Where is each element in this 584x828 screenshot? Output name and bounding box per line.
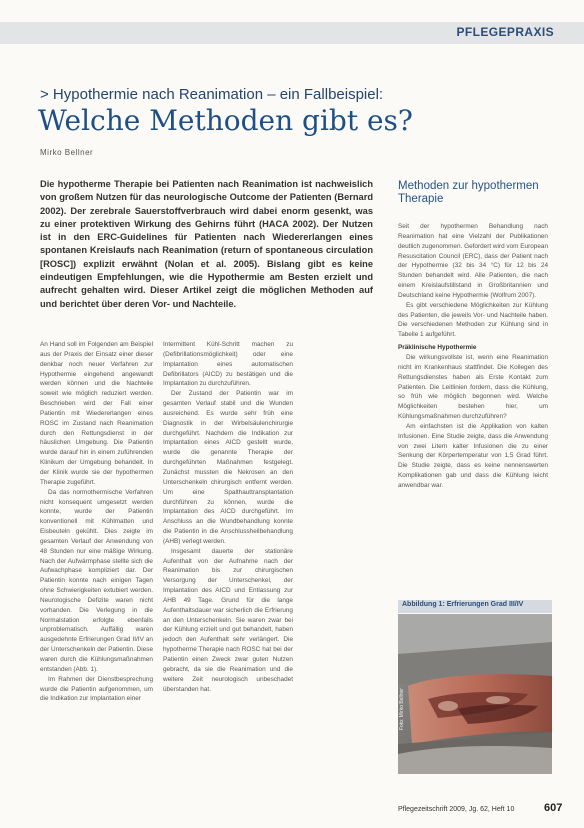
paragraph: Es gibt verschiedene Möglichkeiten zur Kühlung des Patienten, die jeweils Vor- und Nachteile haben. Die verschiedenen Methoden zur Kühlung sind in Tabelle 1 aufgeführt. [398, 301, 548, 339]
paragraph: Da das normothermische Verfahren nicht konsequent umgesetzt werden konnte, wurde der Patientin konventionell mit Kühlmatten und Eisbeuteln gekühlt. Dies zeigte im gesamten Verlauf der Anwendung von 48 Stunden nur eine mäßige Wirkung. Nach der Aufwärmphase stellte sich die Aufwachphase kompliziert dar. Der Patientin konnte nach einigen Tagen ohne Schwierigkeiten extubiert werden. Neurologische Defizite waren nicht vorhanden. Die Verlegung in die Normalstation erfolgte ebenfalls unproblematisch. Auffällig waren ausgedehnte Erfrierungen Grad II/IV an der Unterschenkeln der Patientin. Diese waren durch die Kühlungsmaßnahmen entstanden (Abb. 1). [40, 488, 153, 673]
photo-credit: Foto: Mirko Bellner [399, 688, 405, 730]
paragraph: Am einfachsten ist die Applikation von kalten Infusionen. Eine Studie zeigte, dass die Anwendung von zwei Litern kalter Infusionen die zu einer Senkung der Körpertemperatur von 1,5 Grad führt. Die Studie zeigte, dass es keine nennenswerten Komplikationen gab und dass die Kühlung leicht anwendbar war. [398, 422, 548, 489]
paragraph: Seit der hypothermen Behandlung nach Reanimation hat eine Vielzahl der Publikationen deutlich zugenommen. Gefordert wird vom European Resuscitation Council (ERC), dass der Patient nach der Hypothermie (32 bis 34 °C) für 12 bis 24 Stunden behandelt wird. Alle Patienten, die nach einem Kreislaufstillstand in Großbritannien und Deutschland keine Hypothermie (Wolfrum 2007). [398, 223, 548, 299]
article-lead: Die hypotherme Therapie bei Patienten nach Reanimation ist nachweislich von großem Nutzen für das neurologische Outcome der Patienten (Bernard 2002). Der zerebrale Sauerstoffverbrauch wird dabei enorm gesenkt, was zu einer protektiven Wirkung des Gehirns führt (HACA 2002). Der Nutzen ist in den ERC-Guidelines für Patienten nach Wiedererlangen eines spontanen Kreislaufs nach Reanimation (return of spontaneous circulation [ROSC]) explizit erwähnt (Nolan et al. 2005). Bislang gibt es keine eindeutigen Empfehlungen, wie die Hypothermie am Besten erzielt und aufrecht gehalten wird. Dieser Artikel zeigt die möglichen Methoden auf und berichtet über deren Vor- und Nachteile. [40, 179, 373, 309]
paragraph: Die wirkungsvollste ist, wenn eine Reanimation nicht im Krankenhaus stattfindet. Die Kollegen des Rettungsdienstes haben als Erste Kontakt zum Patienten. Die Leitlinien fordern, dass die Kühlung, so früh wie möglich begonnen wird. Welche Möglichkeiten bestehen hier, um Kühlungsmaßnahmen durchzuführen? [398, 353, 548, 421]
paragraph: An Hand soll im Folgenden am Beispiel aus der Praxis der Einsatz einer dieser denkbar noch neuer Verfahren zur Hypothermie eingehend angewandt werden können und die Nachteile soweit wie möglich reduziert werden. Beschrieben wird der Fall einer Patientin mit Wiedererlangen eines ROSC im Zustand nach Reanimation durch den Rettungsdienst in der häuslichen Umgebung. Die Patientin wurde darauf hin in einem zuführenden Klinikum der Umgebung behandelt. In der Klinik wurde sie der hypothermen Therapie zugeführt. [40, 341, 153, 486]
frostbite-photo-illustration [398, 614, 552, 774]
figure-caption: Abbildung 1: Erfrierungen Grad III/IV [402, 601, 524, 608]
body-column-2 [163, 340, 293, 694]
article-kicker: > Hypothermie nach Reanimation – ein Fallbeispiel: [40, 86, 384, 103]
page-number: 607 [544, 802, 563, 814]
journal-footer: Pflegezeitschrift 2009, Jg. 62, Heft 10 [398, 806, 515, 813]
article-author: Mirko Bellner [40, 148, 94, 157]
paragraph: Der Zustand der Patientin war im gesamten Verlauf stabil und die Wunden ausreichend. Es wurde sehr früh eine Diagnostik in der Wirbelsäulenchirurgie durchgeführt. Nachdem die Indikation zur Implantation eines AICD gestellt wurde, wurde die genannte Therapie der durchgeführten Maßnahmen festgelegt. Zunächst mussten die Nekrosen an den Unterschenkeln chirurgisch entfernt werden. Um eine Spalthauttransplantation durchführen zu können, wurde die Implantation des AICD durchgeführt. Im Anschluss an die Wundbehandlung konnte die Patientin in die Anschlussheilbehandlung (AHB) verlegt werden. [163, 390, 293, 545]
side-section-title: Methoden zur hypothermen Therapie [398, 180, 539, 205]
section-label: PFLEGEPRAXIS [456, 25, 554, 39]
article-title: Welche Methoden gibt es? [38, 104, 413, 137]
subheading: Präklinische Hypothermie [398, 344, 477, 352]
body-column-1 [40, 340, 153, 704]
frostbite-photo [398, 614, 552, 774]
paragraph: Intermittent Kühl-Schritt machen zu (Defibrillationsmöglichkeit) oder eine Implantation eines automatischen Defibrillators (AICD) zu bestätigen und die Implantation zu durchzuführen. [163, 341, 293, 388]
body-column-3 [398, 222, 548, 491]
paragraph: Insgesamt dauerte der stationäre Aufenthalt von der Aufnahme nach der Reanimation bis zur chirurgischen Versorgung der Unterschenkel, der Implantation des AICD und Entlassung zur AHB 49 Tage. Grund für die lange Aufenthaltsdauer war sicherlich die Erfrierung an den Unterschenkeln. Sie waren zwar bei der Kühlung erzielt und gut behandelt, haben jedoch den Aufenthalt sehr verlängert. Die hypotherme Therapie nach ROSC hat bei der Patientin einen Zweck zwar guten Nutzen gebracht, da sie die Reanimation und die weitere Zeit neurologisch unbeschadet überstanden hat. [163, 547, 293, 693]
paragraph: Im Rahmen der Dienstbesprechung wurde die Patientin aufgenommen, um die Indikation zur Implantation einer [40, 675, 153, 703]
